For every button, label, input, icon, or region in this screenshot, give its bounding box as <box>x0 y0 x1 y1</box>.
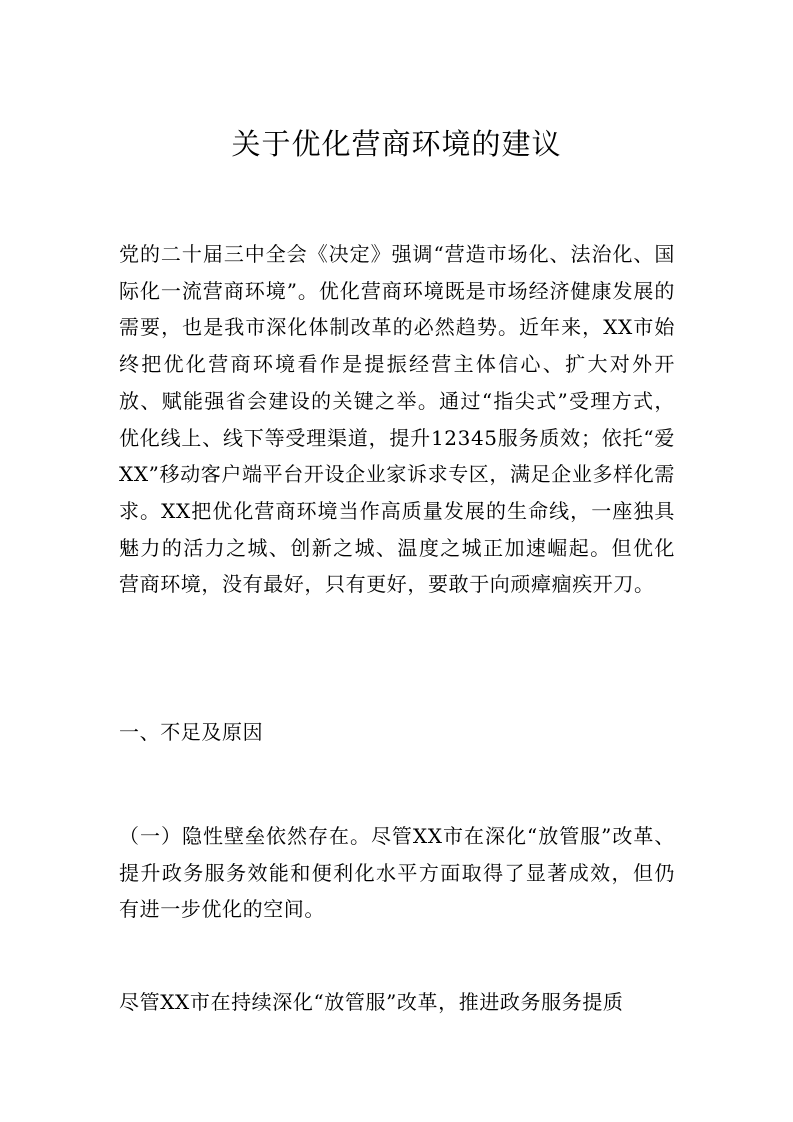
body-paragraph: 尽管XX市在持续深化“放管服”改革，推进政务服务提质 <box>119 990 624 1014</box>
document-title: 关于优化营商环境的建议 <box>231 127 562 161</box>
section-heading: 一、不足及原因 <box>119 720 264 744</box>
intro-paragraph: 党的二十届三中全会《决定》强调“营造市场化、法治化、国际化一流营商环境”。优化营商环境既是市场经济健康发展的需要，也是我市深化体制改革的必然趋势。近年来，XX市始终把优化营商环境看作是提振经营主体信心、扩大对外开放、赋能强省会建设的关键之举。通过“指尖式”受理方式，优化线上、线下等受理渠道，提升12345服务质效；依托“爱XX”移动客户端平台开设企业家诉求专区，满足企业多样化需求。XX把优化营商环境当作高质量发展的生命线，一座独具魅力的活力之城、创新之城、温度之城正加速崛起。但优化营商环境，没有最好，只有更好，要敢于向顽瘴痼疾开刀。 <box>119 242 675 597</box>
subsection-paragraph: （一）隐性壁垒依然存在。尽管XX市在深化“放管服”改革、提升政务服务效能和便利化水平方面取得了显著成效，但仍有进一步优化的空间。 <box>119 824 675 922</box>
